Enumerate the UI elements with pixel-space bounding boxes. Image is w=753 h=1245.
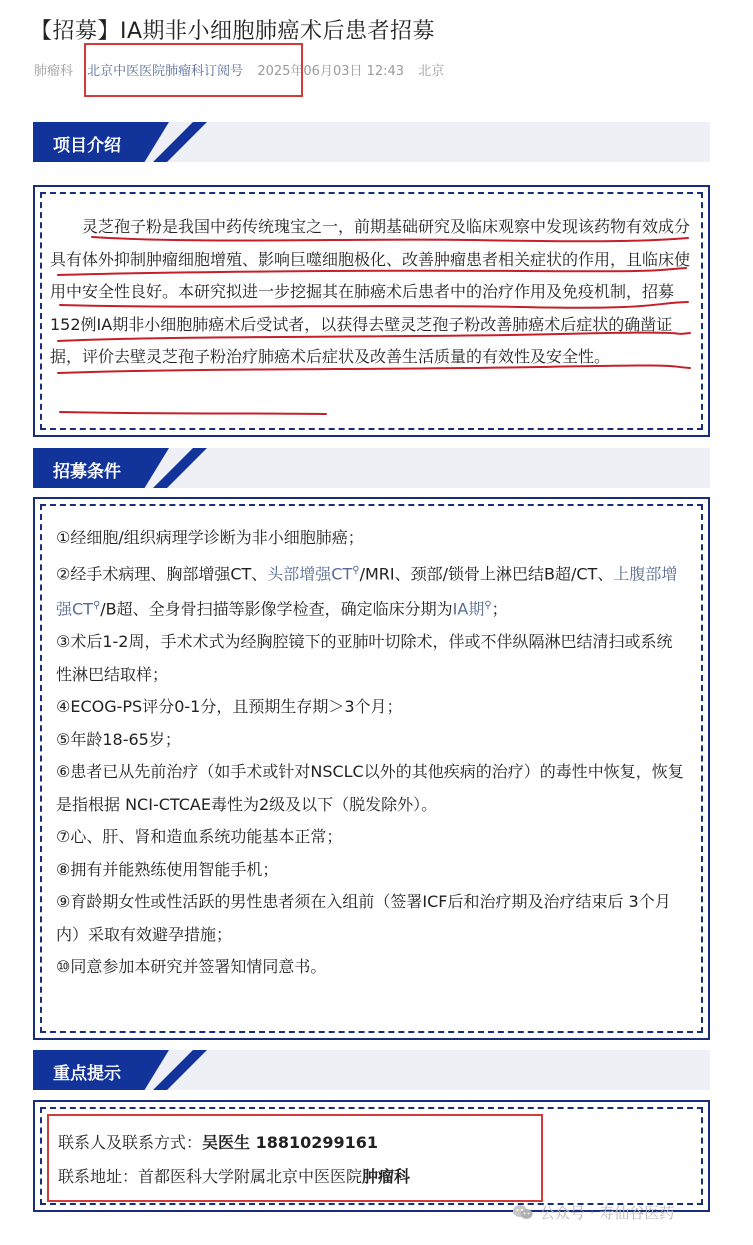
address-label: 联系地址：首都医科大学附属北京中医医院 xyxy=(58,1167,363,1186)
list-item: ⑩同意参加本研究并签署知情同意书。 xyxy=(56,957,327,977)
article-title: 【招募】IA期非小细胞肺癌术后患者招募 xyxy=(30,19,436,44)
section-header-intro xyxy=(33,122,710,162)
section-header-conditions xyxy=(33,448,710,488)
watermark-text: 公众号 · 寿仙谷医药 xyxy=(540,1204,675,1222)
list-item: ⑧拥有并能熟练使用智能手机； xyxy=(56,859,279,879)
upper-abdomen-ct-link[interactable]: 上腹部增强CT xyxy=(56,563,678,619)
wechat-icon xyxy=(512,1204,534,1220)
contact-value: 吴医生 18810299161 xyxy=(202,1133,379,1152)
list-item: ⑦心、肝、肾和造血系统功能基本正常； xyxy=(56,827,343,847)
meta-datetime: 2025年06月03日 12:43 xyxy=(257,64,405,79)
search-icon[interactable]: ⚲ xyxy=(352,564,360,576)
section-label-conditions: 招募条件 xyxy=(53,462,121,482)
watermark xyxy=(512,1202,674,1223)
account-highlight-box xyxy=(84,43,303,97)
list-item: ⑤年龄18-65岁； xyxy=(56,729,181,749)
search-icon[interactable]: ⚲ xyxy=(92,600,101,612)
search-icon[interactable]: ⚲ xyxy=(484,600,492,612)
conditions-list xyxy=(56,522,688,984)
list-item: ⑨育龄期女性或性活跃的男性患者须在入组前（签署ICF后和治疗期及治疗结束后 3个月内）采取有效避孕措施； xyxy=(56,892,671,944)
head-ct-link[interactable]: 头部增强CT xyxy=(267,563,353,583)
list-item: ②经手术病理、胸部增强CT、头部增强CT⚲/MRI、颈部/锁骨上淋巴结B超/CT、上腹部增强CT⚲/B超、全身骨扫描等影像学检查，确定临床分期为IA期⚲； xyxy=(56,563,678,619)
contact-highlight-box xyxy=(47,1114,543,1202)
stage-ia-link[interactable]: IA期 xyxy=(452,599,485,619)
section-label-intro: 项目介绍 xyxy=(53,136,121,156)
list-item: ①经细胞/组织病理学诊断为非小细胞肺癌； xyxy=(56,528,364,547)
list-item: ⑥患者已从先前治疗（如手术或针对NSCLC以外的其他疾病的治疗）的毒性中恢复，恢复是指根据 NCI-CTCAE毒性为2级及以下（脱发除外）。 xyxy=(56,762,684,814)
meta-category: 肺瘤科 xyxy=(34,64,74,79)
section-header-notice xyxy=(33,1050,710,1090)
meta-account-link[interactable]: 北京中医医院肺瘤科订阅号 xyxy=(87,64,244,79)
section-label-notice: 重点提示 xyxy=(53,1064,121,1084)
intro-paragraph: 灵芝孢子粉是我国中药传统瑰宝之一，前期基础研究及临床观察中发现该药物有效成分具有体外抑制肿瘤细胞增殖、影响巨噬细胞极化、改善肿瘤患者相关症状的作用，且临床使用中安全性良好。本研究拟进一步挖掘其在肺癌术后患者中的治疗作用及免疫机制，招募152例IA期非小细胞肺癌术后受试者，以获得去壁灵芝孢子粉改善肺癌术后症状的确凿证据，评价去壁灵芝孢子粉治疗肺癌术后症状及改善生活质量的有效性及安全性。 xyxy=(50,217,691,366)
contact-label: 联系人及联系方式： xyxy=(58,1133,203,1152)
list-item: ④ECOG-PS评分0-1分，且预期生存期＞3个月； xyxy=(56,697,403,717)
list-item: ③术后1-2周，手术术式为经胸腔镜下的亚肺叶切除术，伴或不伴纵隔淋巴结清扫或系统性淋巴结取样； xyxy=(56,632,673,684)
meta-location: 北京 xyxy=(418,64,445,79)
address-bold: 肿瘤科 xyxy=(362,1167,411,1186)
